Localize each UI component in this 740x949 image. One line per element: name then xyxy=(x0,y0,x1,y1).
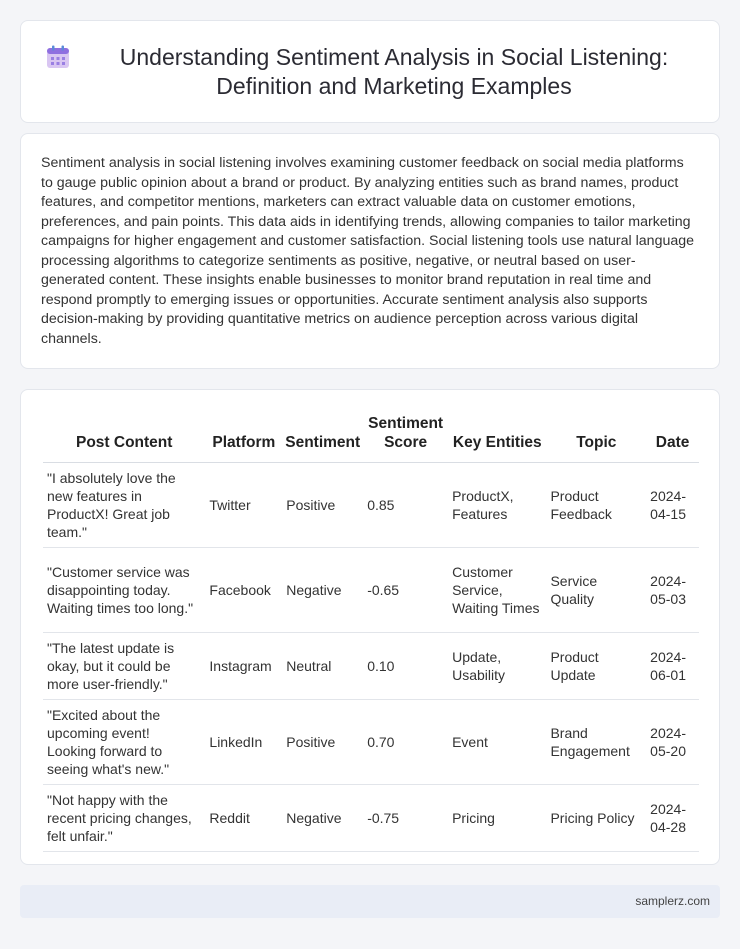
header-key-entities: Key Entities xyxy=(448,412,546,463)
header-topic: Topic xyxy=(546,412,646,463)
cell-sentiment: Positive xyxy=(282,700,363,785)
cell-date: 2024-05-03 xyxy=(646,548,699,633)
cell-sentiment-score: -0.65 xyxy=(363,548,448,633)
title-wrap xyxy=(21,21,719,122)
cell-platform: LinkedIn xyxy=(205,700,282,785)
table-row xyxy=(43,633,699,700)
header-sentiment: Sentiment xyxy=(282,412,363,463)
cell-topic: Product Feedback xyxy=(546,463,646,548)
cell-date: 2024-04-15 xyxy=(646,463,699,548)
cell-key-entities: Pricing xyxy=(448,785,546,852)
table-row xyxy=(43,463,699,548)
cell-post-content: "The latest update is okay, but it could be more user-friendly." xyxy=(43,633,205,700)
table-card xyxy=(20,389,720,865)
cell-sentiment-score: 0.70 xyxy=(363,700,448,785)
footer-site-link[interactable]: samplerz.com xyxy=(635,894,710,908)
table-row xyxy=(43,700,699,785)
cell-topic: Product Update xyxy=(546,633,646,700)
cell-date: 2024-05-20 xyxy=(646,700,699,785)
cell-sentiment: Positive xyxy=(282,463,363,548)
cell-platform: Twitter xyxy=(205,463,282,548)
cell-platform: Facebook xyxy=(205,548,282,633)
title-card xyxy=(20,20,720,123)
cell-sentiment-score: -0.75 xyxy=(363,785,448,852)
header-sentiment-score: Sentiment Score xyxy=(363,412,448,463)
cell-topic: Service Quality xyxy=(546,548,646,633)
sentiment-table xyxy=(43,412,699,852)
cell-platform: Reddit xyxy=(205,785,282,852)
cell-post-content: "Customer service was disappointing today. Waiting times too long." xyxy=(43,548,205,633)
header-platform: Platform xyxy=(205,412,282,463)
table-row xyxy=(43,548,699,633)
cell-key-entities: Event xyxy=(448,700,546,785)
cell-topic: Pricing Policy xyxy=(546,785,646,852)
footer-bar xyxy=(20,885,720,918)
cell-key-entities: Customer Service, Waiting Times xyxy=(448,548,546,633)
cell-sentiment: Neutral xyxy=(282,633,363,700)
cell-platform: Instagram xyxy=(205,633,282,700)
intro-paragraph: Sentiment analysis in social listening involves examining customer feedback on social media platforms to gauge public opinion about a brand or product. By analyzing entities such as brand names, product features, and competitor mentions, marketers can extract valuable data on customer emotions, preferences, and pain points. This data aids in identifying trends, allowing companies to tailor marketing campaigns for higher engagement and customer satisfaction. Social listening tools use natural language processing algorithms to categorize sentiments as positive, negative, or neutral based on user-generated content. These insights enable businesses to monitor brand reputation in real time and respond promptly to emerging issues or opportunities. Accurate sentiment analysis also supports decision-making by providing quantitative metrics on audience perception across various digital channels. xyxy=(41,155,695,347)
cell-sentiment-score: 0.85 xyxy=(363,463,448,548)
table-header-row xyxy=(43,412,699,463)
cell-date: 2024-04-28 xyxy=(646,785,699,852)
table-row xyxy=(43,785,699,852)
cell-sentiment-score: 0.10 xyxy=(363,633,448,700)
calendar-icon xyxy=(45,44,71,70)
page-title: Understanding Sentiment Analysis in Social Listening: Definition and Marketing Examples xyxy=(119,43,669,99)
intro-card xyxy=(20,133,720,369)
cell-date: 2024-06-01 xyxy=(646,633,699,700)
cell-post-content: "I absolutely love the new features in ProductX! Great job team." xyxy=(43,463,205,548)
cell-sentiment: Negative xyxy=(282,785,363,852)
cell-key-entities: ProductX, Features xyxy=(448,463,546,548)
header-post-content: Post Content xyxy=(43,412,205,463)
cell-sentiment: Negative xyxy=(282,548,363,633)
cell-post-content: "Not happy with the recent pricing changes, felt unfair." xyxy=(43,785,205,852)
cell-key-entities: Update, Usability xyxy=(448,633,546,700)
header-date: Date xyxy=(646,412,699,463)
cell-post-content: "Excited about the upcoming event! Looking forward to seeing what's new." xyxy=(43,700,205,785)
cell-topic: Brand Engagement xyxy=(546,700,646,785)
